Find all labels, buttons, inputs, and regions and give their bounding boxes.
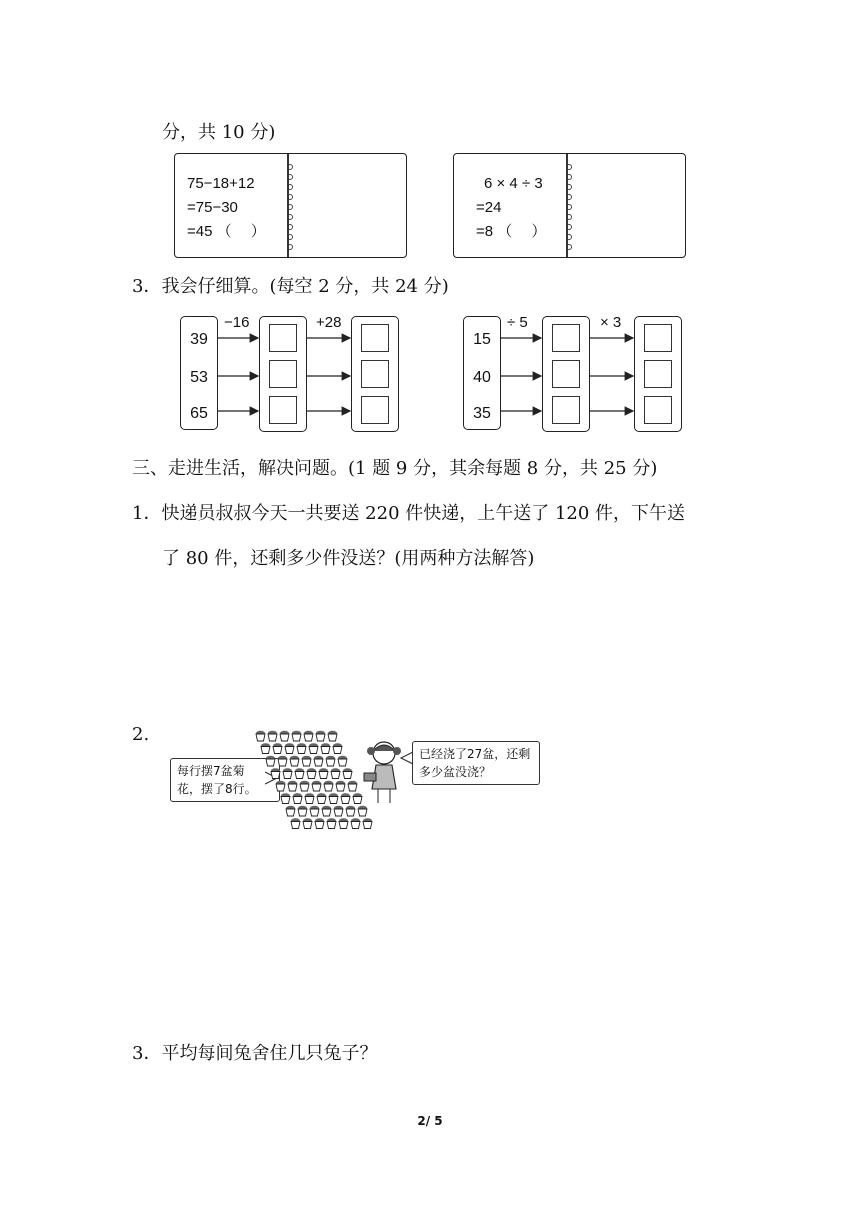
flower-pot-icon: [333, 743, 342, 753]
flower-pot-icon: [273, 743, 282, 753]
calc-diagram-right: [463, 312, 683, 434]
flower-pot-icon: [293, 793, 302, 803]
notebook-line-3: =45 （ ）: [187, 223, 266, 240]
girl-watering-illustration: [362, 737, 406, 807]
flower-pot-icon: [319, 768, 328, 778]
question-fragment: 分，共 10 分): [162, 122, 276, 143]
flower-pot-icon: [303, 818, 312, 828]
flower-pot-icon: [353, 793, 362, 803]
flower-pot-icon: [292, 731, 301, 741]
flower-pot-icon: [329, 793, 338, 803]
flower-pot-icon: [288, 781, 297, 791]
flower-pot-icon: [298, 806, 307, 816]
q3-title: 3．我会仔细算。(每空 2 分，共 24 分): [132, 276, 449, 297]
problem-1-line-1: 1．快递员叔叔今天一共要送 220 件快递，上午送了 120 件，下午送: [132, 503, 686, 524]
flower-pot-icon: [256, 731, 265, 741]
bubble-line: 多少盆没浇？: [419, 765, 492, 779]
notebook-line-2: =75−30: [187, 199, 238, 216]
input-number: 39: [190, 331, 208, 348]
flower-pot-icon: [300, 781, 309, 791]
flower-pot-icon: [261, 743, 270, 753]
flower-pot-icon: [307, 768, 316, 778]
bubble-line: 花，摆了8行。: [177, 782, 257, 796]
flower-pot-icon: [324, 781, 333, 791]
flower-pot-icon: [312, 781, 321, 791]
flower-pot-icon: [338, 756, 347, 766]
flower-pot-icon: [363, 818, 372, 828]
flower-pot-icon: [281, 793, 290, 803]
flower-pot-icon: [316, 731, 325, 741]
flower-pot-icon: [305, 793, 314, 803]
page-number: 2/ 5: [417, 1114, 443, 1128]
flower-pot-icon: [310, 806, 319, 816]
notebook-card-left: [174, 153, 407, 258]
flower-pot-icon: [327, 818, 336, 828]
flower-pot-icon: [314, 756, 323, 766]
flower-pot-icon: [328, 731, 337, 741]
flower-pot-icon: [322, 806, 331, 816]
flower-pot-icon: [326, 756, 335, 766]
flower-pot-icon: [283, 768, 292, 778]
flower-pot-icon: [346, 806, 355, 816]
flower-pot-icon: [302, 756, 311, 766]
flower-pot-icon: [317, 793, 326, 803]
flower-pot-icon: [358, 806, 367, 816]
flower-pot-icon: [266, 756, 275, 766]
flower-pot-icon: [343, 768, 352, 778]
operation-label: +28: [316, 314, 342, 331]
arrows: [180, 312, 400, 434]
flower-pot-icon: [268, 731, 277, 741]
operation-label: −16: [224, 314, 250, 331]
flower-pot-icon: [321, 743, 330, 753]
operation-label: ÷ 5: [507, 314, 528, 331]
flower-pot-icon: [295, 768, 304, 778]
problem-2-number: 2.: [132, 724, 150, 745]
flower-pot-icon: [290, 756, 299, 766]
calc-diagram-left: [180, 312, 400, 434]
flower-pot-icon: [271, 768, 280, 778]
notebook-line-3: =8 （ ）: [476, 223, 547, 240]
flower-pot-icon: [276, 781, 285, 791]
notebook-card-right: [453, 153, 686, 258]
flower-pot-icon: [286, 806, 295, 816]
notebook-line-1: 75−18+12: [187, 175, 255, 192]
bubble-line: 每行摆7盆菊: [177, 764, 245, 778]
flower-pot-icon: [285, 743, 294, 753]
flower-pot-icon: [280, 731, 289, 741]
section-title: 三、走进生活，解决问题。(1 题 9 分，其余每题 8 分，共 25 分): [132, 458, 658, 479]
input-number: 53: [190, 369, 208, 386]
flower-pot-icon: [334, 806, 343, 816]
problem-3: 3．平均每间兔舍住几只兔子？: [132, 1043, 378, 1064]
notebook-line-1: 6 × 4 ÷ 3: [484, 175, 543, 192]
flower-pot-icon: [291, 818, 300, 828]
flower-pot-icon: [339, 818, 348, 828]
problem-1-line-2: 了 80 件，还剩多少件没送？(用两种方法解答): [162, 548, 535, 569]
input-number: 65: [190, 405, 208, 422]
flower-pot-icon: [309, 743, 318, 753]
input-number: 35: [473, 405, 491, 422]
flower-pot-icon: [278, 756, 287, 766]
arrows: [463, 312, 683, 434]
input-number: 15: [473, 331, 491, 348]
flower-pot-icon: [315, 818, 324, 828]
input-number: 40: [473, 369, 491, 386]
flower-pot-icon: [348, 781, 357, 791]
speech-bubble-right: [412, 741, 540, 785]
bubble-line: 已经浇了27盆，还剩: [419, 747, 531, 761]
flower-pot-icon: [304, 731, 313, 741]
flower-pot-icon: [341, 793, 350, 803]
notebook-line-2: =24: [476, 199, 502, 216]
flower-pot-icon: [297, 743, 306, 753]
operation-label: × 3: [600, 314, 622, 331]
flower-pot-icon: [331, 768, 340, 778]
flower-pot-icon: [336, 781, 345, 791]
flower-pot-icon: [351, 818, 360, 828]
